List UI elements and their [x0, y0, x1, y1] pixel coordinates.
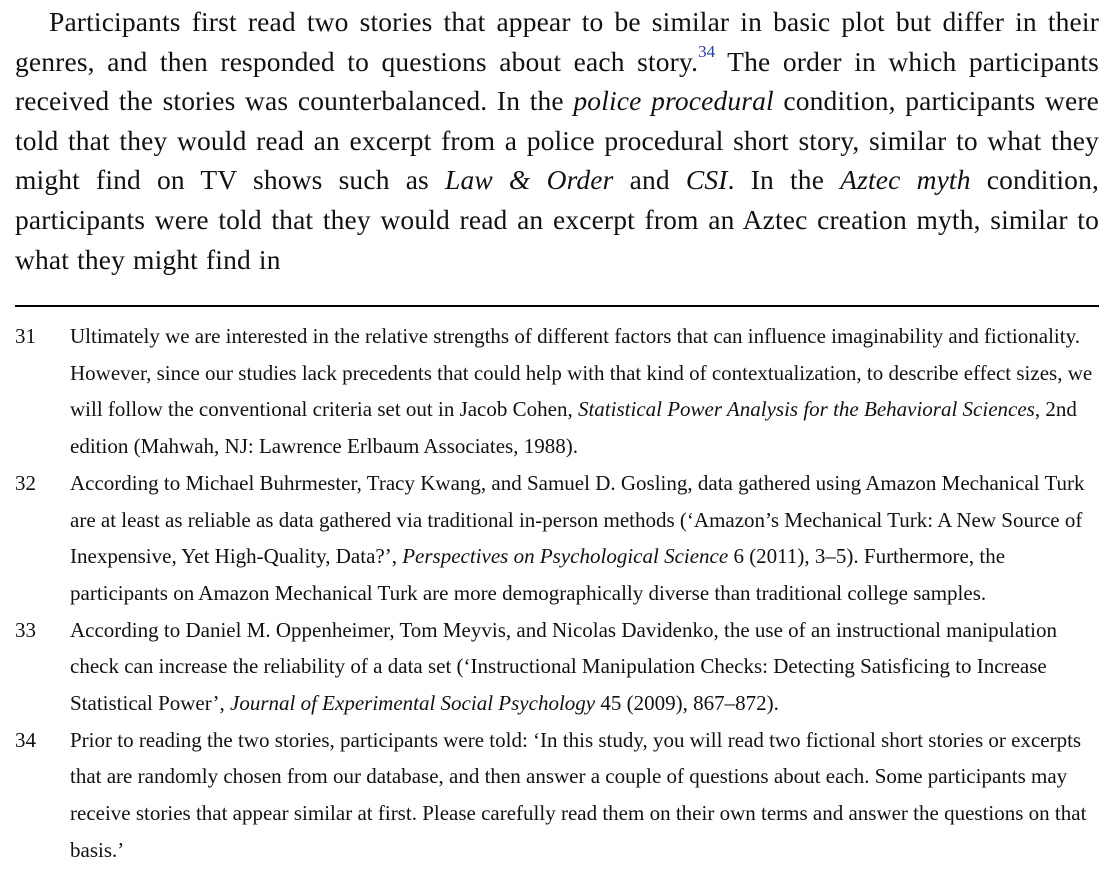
footnote-34 — [15, 722, 1099, 869]
body-paragraph — [15, 2, 1099, 279]
footnote-text — [70, 612, 1099, 722]
footnote-text-segment: Ultimately we are interested in the relative strengths of different factors that can influence imaginability and fictionality. However, since our studies lack precedents that could help with that kind of contextualization, to describe effect sizes, we will follow the conventional criteria set out in Jacob Cohen, — [70, 324, 1093, 422]
body-text-segment: Participants first read two stories that appear to be similar in basic plot but differ in their genres, and then responded to questions about each story. — [15, 6, 1099, 77]
footnote-text-segment: Prior to reading the two stories, participants were told: ‘In this study, you will read two fictional short stories or excerpts that are randomly chosen from our database, and then answer a couple of questions about each. Some participants may receive stories that appear similar at first. Please carefully read them on their own terms and answer the questions on that basis.’ — [70, 727, 1087, 862]
italic-term-aztec-myth: Aztec myth — [840, 164, 971, 196]
footnote-text-segment: 45 (2009), 867–872). — [595, 691, 779, 716]
footnotes-section — [15, 318, 1099, 869]
body-text-segment: and — [613, 164, 686, 196]
footnote-32 — [15, 465, 1099, 612]
footnote-separator-rule — [15, 305, 1099, 307]
body-text-segment: . In the — [727, 164, 841, 196]
footnote-cited-journal: Journal of Experimental Social Psychology — [230, 691, 596, 716]
footnote-cited-journal: Perspectives on Psychological Science — [402, 544, 729, 569]
page — [15, 0, 1099, 862]
italic-title-csi: CSI — [685, 164, 728, 196]
body-text-segment: condition, participants were told that they would read an excerpt from an Aztec creation myth, similar to what they might find in — [15, 164, 1099, 275]
footnote-text — [70, 722, 1099, 869]
footnote-text-segment: 6 (2011), 3–5). Furthermore, the participants on Amazon Mechanical Turk are more demographically diverse than traditional college samples. — [70, 544, 1006, 605]
footnote-number: 34 — [15, 727, 36, 752]
footnote-reference-34[interactable]: 34 — [698, 42, 716, 62]
footnote-number: 31 — [15, 324, 36, 348]
footnote-text-segment: According to Michael Buhrmester, Tracy Kwang, and Samuel D. Gosling, data gathered using Amazon Mechanical Turk are at least as reliable as data gathered via traditional in-person methods (‘Amazon’s Mechanical Turk: A New Source of Inexpensive, Yet High-Quality, Data?’, — [70, 470, 1085, 569]
body-text-segment: The order in which participants received the stories was counterbalanced. In the — [15, 45, 1099, 117]
footnote-text-segment: , 2nd edition (Mahwah, NJ: Lawrence Erlbaum Associates, 1988). — [70, 397, 1077, 459]
footnote-31 — [15, 318, 1099, 465]
footnote-number: 33 — [15, 617, 36, 642]
footnote-33 — [15, 612, 1099, 722]
footnote-text — [70, 465, 1099, 612]
footnote-text-segment: According to Daniel M. Oppenheimer, Tom Meyvis, and Nicolas Davidenko, the use of an instructional manipulation check can increase the reliability of a data set (‘Instructional Manipulation Checks: Detecting Satisficing to Increase Statistical Power’, — [70, 617, 1057, 716]
footnote-number: 32 — [15, 470, 36, 495]
footnote-text — [70, 318, 1099, 465]
italic-term-police-procedural: police procedural — [573, 85, 774, 117]
italic-title-law-and-order: Law & Order — [445, 164, 614, 196]
body-text-segment: condition, participants were told that they would read an excerpt from a police procedural short story, similar to what they might find on TV shows such as — [15, 85, 1099, 196]
footnote-cited-title: Statistical Power Analysis for the Behavioral Sciences — [577, 397, 1035, 422]
